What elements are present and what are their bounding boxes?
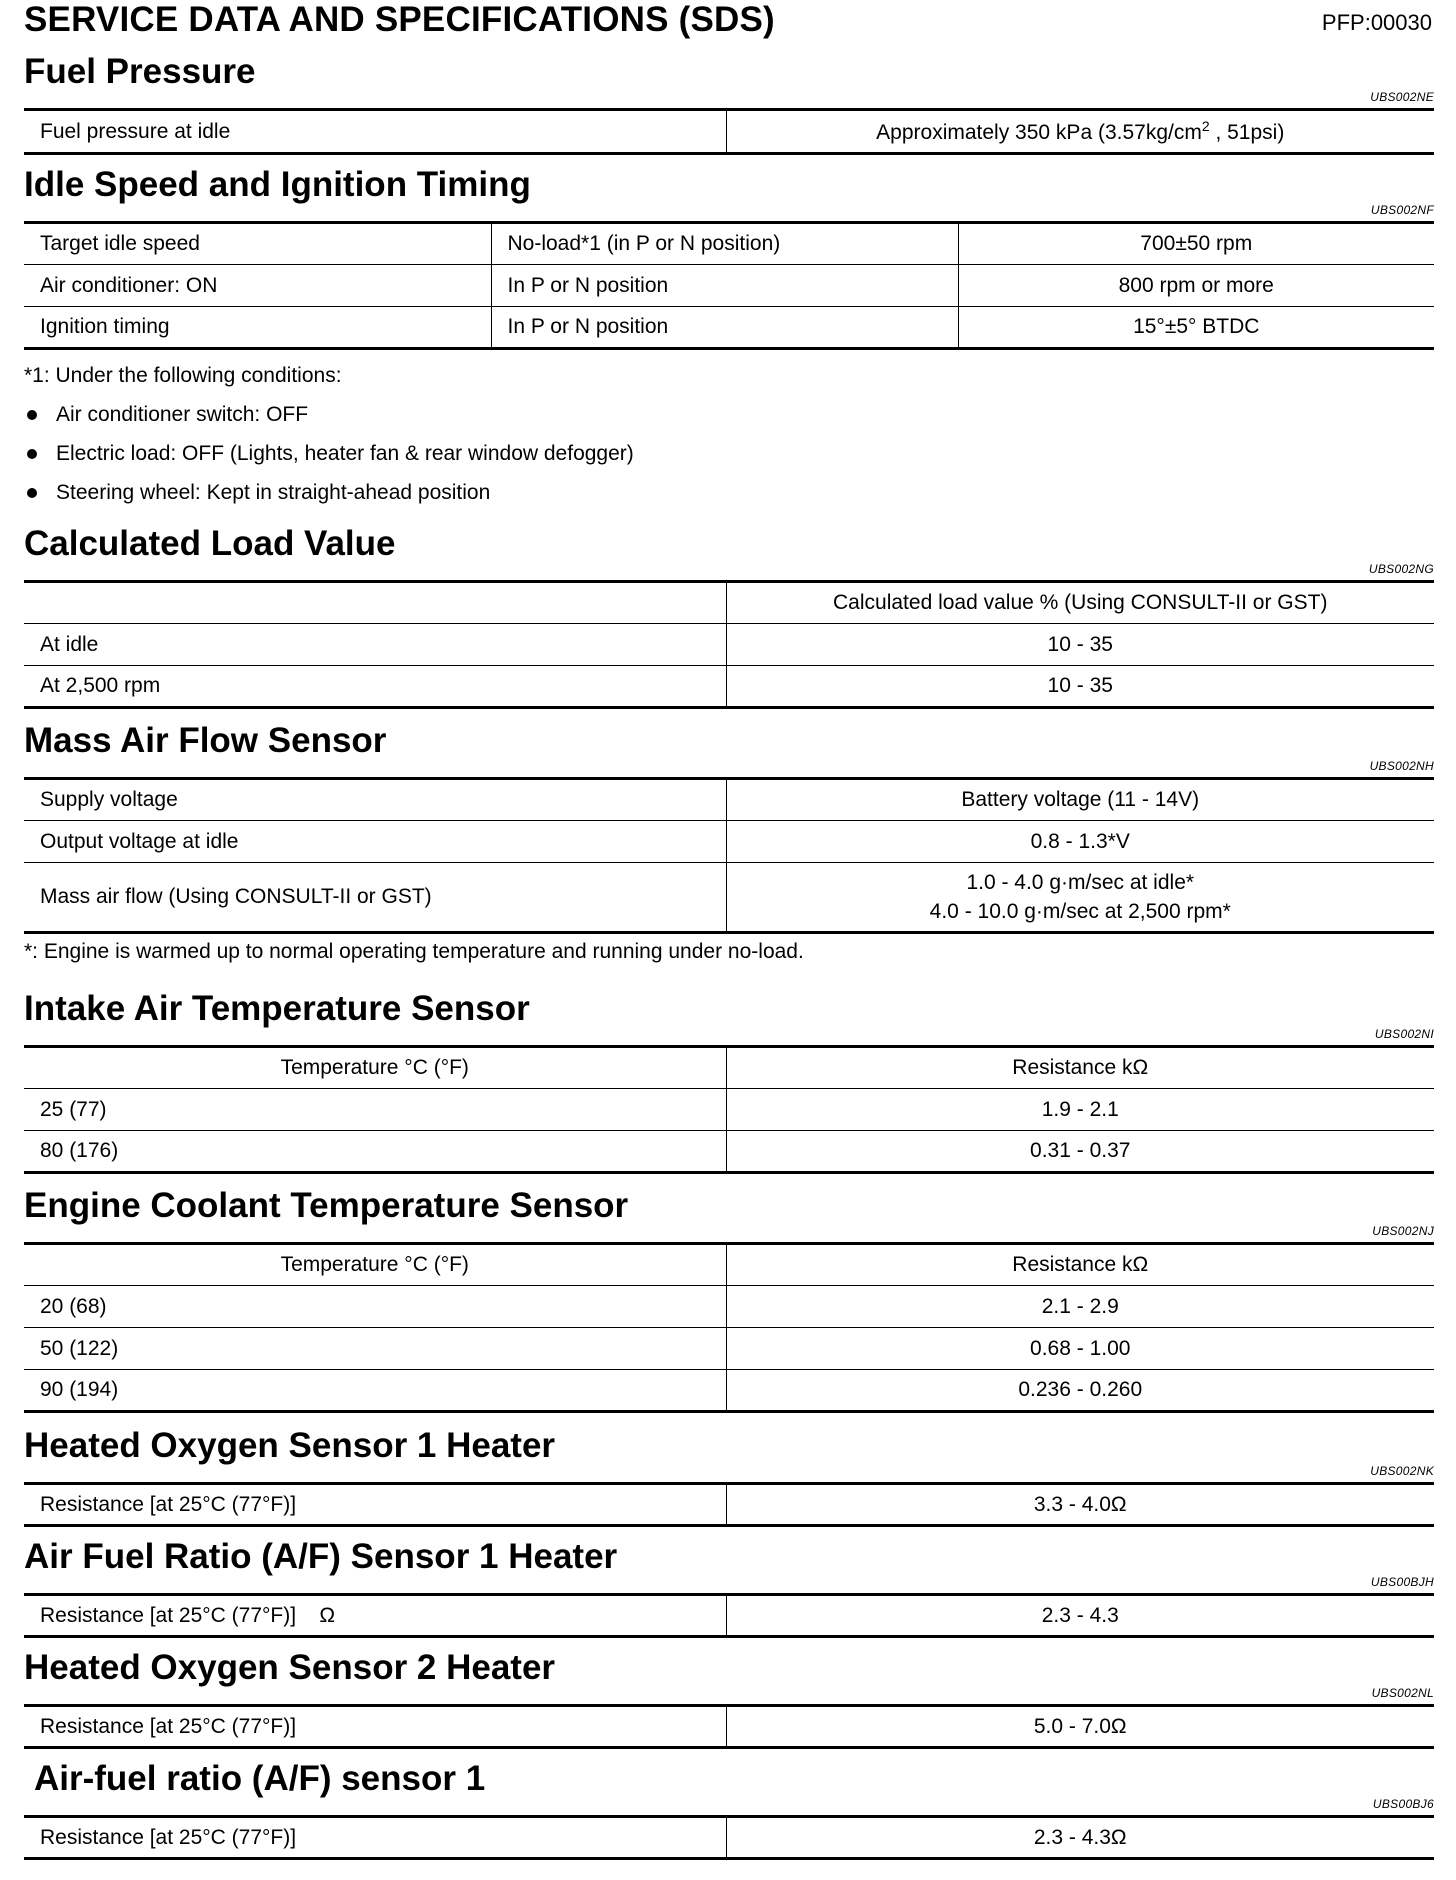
section-code: UBS00BJH — [1370, 1575, 1434, 1589]
spec-condition: No-load*1 (in P or N position) — [491, 223, 958, 265]
spec-label: 80 (176) — [24, 1131, 726, 1173]
section-title: Engine Coolant Temperature Sensor — [24, 1186, 629, 1225]
table-row — [24, 1817, 1434, 1859]
column-header: Resistance kΩ — [726, 1244, 1434, 1286]
column-header: Temperature °C (°F) — [280, 1056, 469, 1079]
section-title: Calculated Load Value — [24, 524, 396, 563]
section-code: UBS002NE — [1370, 90, 1434, 104]
spec-label: Fuel pressure at idle — [40, 119, 231, 143]
spec-value: 2.1 - 2.9 — [726, 1286, 1434, 1328]
section-code: UBS00BJ6 — [1372, 1797, 1434, 1811]
ho2s2-heater-section — [24, 1648, 1434, 1749]
page-title: SERVICE DATA AND SPECIFICATIONS (SDS) — [24, 0, 775, 39]
spec-label: Target idle speed — [40, 232, 200, 255]
maf-sensor-section — [24, 721, 1434, 964]
section-code: UBS002NF — [1370, 203, 1434, 217]
iat-sensor-table — [24, 1045, 1434, 1174]
af-sensor1-section — [24, 1759, 1434, 1860]
bullet-item: Air conditioner switch: OFF — [24, 395, 1434, 434]
footnote: *1: Under the following conditions: — [24, 364, 342, 387]
spec-label: Resistance [at 25°C (77°F)] — [40, 1714, 297, 1738]
load-value-section — [24, 524, 1434, 709]
spec-value: 700±50 rpm — [958, 223, 1434, 265]
bullet-item: Electric load: OFF (Lights, heater fan & rear window defogger) — [24, 434, 1434, 473]
section-code: UBS002NL — [1371, 1686, 1434, 1700]
section-code: UBS002NK — [1370, 1464, 1434, 1478]
iat-sensor-section — [24, 989, 1434, 1174]
spec-value: 800 rpm or more — [958, 265, 1434, 307]
section-code: UBS002NJ — [1372, 1224, 1434, 1238]
maf-sensor-table — [24, 777, 1434, 934]
spec-label: Resistance [at 25°C (77°F)] — [40, 1492, 297, 1516]
table-row — [24, 1484, 1434, 1526]
spec-label: 90 (194) — [24, 1370, 726, 1412]
table-header-row — [24, 1047, 1434, 1089]
spec-label: Output voltage at idle — [24, 821, 726, 863]
spec-value: 0.8 - 1.3*V — [726, 821, 1434, 863]
section-title: Heated Oxygen Sensor 2 Heater — [24, 1648, 556, 1687]
spec-condition: In P or N position — [491, 307, 958, 349]
table-row — [24, 863, 1434, 933]
table-row — [24, 265, 1434, 307]
spec-value: 5.0 - 7.0Ω — [726, 1706, 1434, 1748]
spec-label: Resistance [at 25°C (77°F)] — [40, 1825, 297, 1849]
section-title: Heated Oxygen Sensor 1 Heater — [24, 1426, 556, 1465]
idle-speed-section — [24, 165, 1434, 512]
part-number: PFP:00030 — [1321, 10, 1432, 35]
spec-label: At idle — [24, 624, 726, 666]
section-code: UBS002NG — [1368, 562, 1434, 576]
table-header-row — [24, 1244, 1434, 1286]
table-row — [24, 821, 1434, 863]
spec-value: 10 - 35 — [726, 666, 1434, 708]
spec-value: 3.3 - 4.0Ω — [726, 1484, 1434, 1526]
footnote: *: Engine is warmed up to normal operating temperature and running under no-load. — [24, 940, 804, 963]
spec-label: 50 (122) — [24, 1328, 726, 1370]
table-row — [24, 1370, 1434, 1412]
spec-value: 1.0 - 4.0 g·m/sec at idle* 4.0 - 10.0 g·m/sec at 2,500 rpm* — [726, 863, 1434, 933]
column-header: Calculated load value % (Using CONSULT-II or GST) — [726, 582, 1434, 624]
table-row — [24, 223, 1434, 265]
spec-value: Battery voltage (11 - 14V) — [726, 779, 1434, 821]
af-sensor1-heater-table — [24, 1593, 1434, 1638]
spec-value: 2.3 - 4.3Ω — [726, 1817, 1434, 1859]
empty-header-cell — [24, 582, 726, 624]
load-value-table — [24, 580, 1434, 709]
spec-label: 25 (77) — [24, 1089, 726, 1131]
spec-value: 0.31 - 0.37 — [726, 1131, 1434, 1173]
spec-label: Resistance [at 25°C (77°F)] Ω — [40, 1603, 336, 1627]
table-row — [24, 666, 1434, 708]
table-row — [24, 779, 1434, 821]
ho2s1-heater-table — [24, 1482, 1434, 1527]
table-row — [24, 1131, 1434, 1173]
spec-value: 10 - 35 — [726, 624, 1434, 666]
idle-notes — [24, 356, 1434, 512]
spec-value: 0.236 - 0.260 — [726, 1370, 1434, 1412]
section-title: Mass Air Flow Sensor — [24, 721, 387, 760]
spec-label: 20 (68) — [24, 1286, 726, 1328]
section-code: UBS002NI — [1374, 1027, 1434, 1041]
section-title: Idle Speed and Ignition Timing — [24, 165, 531, 204]
section-title: Air-fuel ratio (A/F) sensor 1 — [34, 1759, 486, 1798]
spec-value: 0.68 - 1.00 — [726, 1328, 1434, 1370]
spec-label: Mass air flow (Using CONSULT-II or GST) — [24, 863, 726, 933]
spec-condition: In P or N position — [491, 265, 958, 307]
section-title: Air Fuel Ratio (A/F) Sensor 1 Heater — [24, 1537, 618, 1576]
section-title: Intake Air Temperature Sensor — [24, 989, 530, 1028]
spec-label: Ignition timing — [24, 307, 491, 349]
ect-sensor-section — [24, 1186, 1434, 1413]
column-header: Resistance kΩ — [726, 1047, 1434, 1089]
table-row — [24, 1706, 1434, 1748]
spec-label: At 2,500 rpm — [24, 666, 726, 708]
section-code: UBS002NH — [1369, 759, 1434, 773]
fuel-pressure-table — [24, 108, 1434, 155]
spec-value: 1.9 - 2.1 — [726, 1089, 1434, 1131]
af-sensor1-heater-section — [24, 1537, 1434, 1638]
spec-label: Air conditioner: ON — [24, 265, 491, 307]
table-row — [24, 110, 1434, 154]
idle-speed-table — [24, 221, 1434, 350]
spec-value: 15°±5° BTDC — [958, 307, 1434, 349]
table-row — [24, 1328, 1434, 1370]
column-header: Temperature °C (°F) — [280, 1253, 469, 1276]
table-row — [24, 1286, 1434, 1328]
table-row — [24, 1089, 1434, 1131]
bullet-item: Steering wheel: Kept in straight-ahead position — [24, 473, 1434, 512]
table-header-row — [24, 582, 1434, 624]
table-row — [24, 307, 1434, 349]
af-sensor1-table — [24, 1815, 1434, 1860]
spec-label: Supply voltage — [40, 788, 178, 811]
section-title: Fuel Pressure — [24, 52, 256, 91]
fuel-pressure-section — [24, 52, 1434, 155]
table-row — [24, 1595, 1434, 1637]
spec-value: 2.3 - 4.3 — [726, 1595, 1434, 1637]
table-row — [24, 624, 1434, 666]
ect-sensor-table — [24, 1242, 1434, 1413]
ho2s2-heater-table — [24, 1704, 1434, 1749]
ho2s1-heater-section — [24, 1426, 1434, 1527]
spec-value: Approximately 350 kPa ($3.57kg/cm^2$ , 51psi) — [726, 110, 1434, 154]
